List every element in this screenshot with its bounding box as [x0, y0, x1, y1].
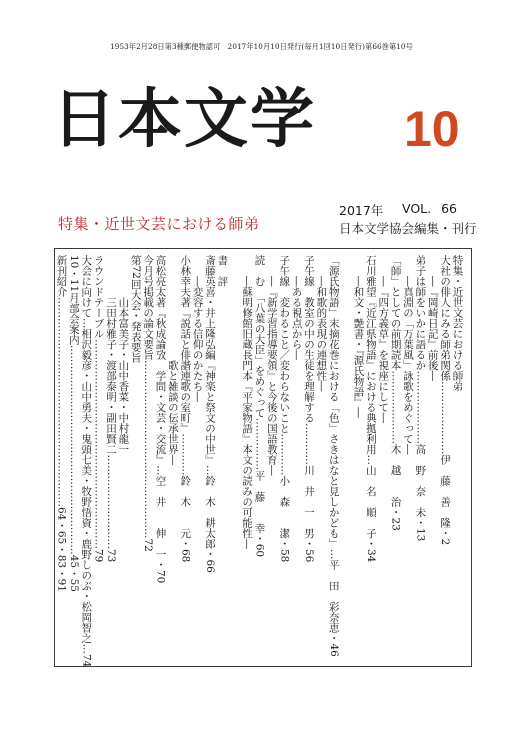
registration-line: 1953年2月28日第3種郵便物認可 2017年10月10日発行(毎月1回10日発行)第66巻第10号: [110, 42, 413, 51]
toc-entry: 「源氏物語」末摘花巻における「色」さきはなと見しかども」…平 田 彩奈恵・46: [327, 255, 340, 657]
feature-heading: 特集・近世文芸における師弟: [58, 215, 260, 233]
toc-entry: 「師」としての前期読本…………………木 越 治・23: [389, 255, 402, 531]
toc-entry: 第72回大会・発表要旨: [129, 255, 142, 363]
toc-entry: 子午線 教室の中の生徒を理解する…………川 井 一 男・56: [303, 255, 315, 563]
toc-entry: 山本富美子・山中香菜・中村龍一: [117, 255, 130, 455]
toc-entry: 読 む 「八葉の大臣」をめぐって……………平 藤 幸・60: [253, 255, 266, 558]
volume-label: VOL. 66: [402, 201, 457, 216]
toc-entry: ―真淵の「万葉風」詠歌をめぐって―: [402, 255, 414, 455]
toc-entry: 新刊紹介……………………………………………………64・65・83・91: [55, 255, 68, 592]
toc-entry: 小林幸夫著『説話と俳諧連歌の室町』…………鈴 木 元・68: [179, 255, 192, 563]
toc-entry: ―変容する信仰のかたち―: [191, 255, 204, 402]
toc-entry: 10・11月部会案内……………………………………………………45・55: [67, 255, 80, 592]
publisher-line: 日本文学協会編集・刊行: [339, 221, 477, 236]
magazine-title: 日本文学: [52, 82, 316, 157]
toc-entry: 弟子は師をいかに語るか…………………高 野 奈 未・13: [414, 255, 427, 542]
toc-entry: 子午線 変わること／変わらないこと…………小 森 潔・58: [278, 255, 291, 563]
toc-entry: ―『新学習指導要領』と今後の国語教育―: [265, 255, 278, 476]
publication-year: 2017年: [339, 203, 384, 218]
toc-entry: ラウンドテーブル……………………………………………………79: [92, 255, 105, 563]
toc-entry: 三田村雅子・渡部泰明・副田賢二………………………73: [105, 255, 117, 563]
toc-entry: ―和文・艶書・『源氏物語』―: [352, 255, 365, 418]
toc-entry: ―ある視点から―: [290, 255, 303, 360]
toc-entry: 歌と雑談の伝承世界―: [166, 255, 179, 465]
toc-entry: ―『四方義草』を視座にして―: [377, 255, 390, 423]
toc-entry: 大会に向けて…相沢毅彦・山中勇夫・鬼頭七美・牧野悟資・鹿野しのぶ・松岡智之…74: [80, 255, 93, 668]
toc-entry: ―蘇明修館旧蔵長門本『平家物語』本文の読みの可能性―: [241, 255, 254, 549]
toc-entry: 高松亮太著『秋成論攷 学問・文芸・交流』…空 井 伸 一・70: [154, 255, 167, 584]
toc-entry: 今月号掲載の論文要旨……………………………………………72: [142, 255, 155, 552]
toc-entry: ―『岡崎日記』前後―: [426, 255, 439, 381]
toc-entry: 書 評: [216, 255, 229, 287]
toc-entry: 大社の俳人にみる師弟関係…………………伊 藤 善 隆・2: [439, 255, 452, 546]
toc-entry: 斎藤英喜・井上隆弘編『神楽と祭文の中世』…鈴 木 耕太郎・66: [204, 255, 216, 573]
toc-entry: 石川雅望『近江県物語』における典拠利用…山 名 順 子・34: [364, 255, 377, 563]
issue-number: 10: [404, 101, 460, 157]
toc-entry: ―和歌的表現の連想性―: [315, 255, 328, 392]
toc-entry: 特集・近世文芸における師弟: [451, 255, 464, 392]
